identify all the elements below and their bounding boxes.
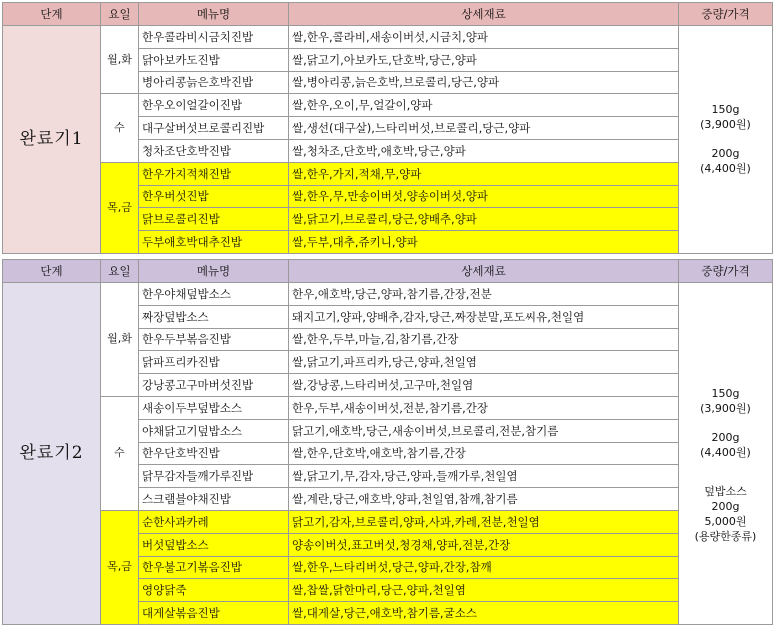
price-amount: (4,400원) [700,162,751,176]
table-row-highlighted [3,510,773,533]
menu-name: 닭브로콜리진밥 [139,208,289,231]
ingredient-detail: 쌀,두부,대추,쥬키니,양파 [289,231,679,254]
day-label: 수 [101,396,139,510]
ingredient-detail: 쌀,닭고기,무,감자,당근,양파,들깨가루,천일염 [289,465,679,488]
menu-name: 짜장덮밥소스 [139,305,289,328]
table-row [3,94,773,117]
table-row [3,283,773,306]
menu-name: 대구살버섯브로콜리진밥 [139,117,289,140]
header-stage: 단계 [3,3,101,26]
header-menu: 메뉴명 [139,260,289,283]
price-amount: (3,900원) [700,118,751,132]
header-detail: 상세재료 [289,3,679,26]
stage-label: 완료기2 [3,283,101,625]
menu-name: 닭무감자들깨가루진밥 [139,465,289,488]
ingredient-detail: 닭고기,애호박,당근,새송이버섯,브로콜리,전분,참기름 [289,419,679,442]
menu-name: 한우야채덮밥소스 [139,283,289,306]
ingredient-detail: 쌀,한우,무,만송이버섯,양송이버섯,양파 [289,185,679,208]
menu-name: 영양닭죽 [139,579,289,602]
price-amount: 5,000원 [704,515,747,529]
price-note: (용량한종류) [694,530,757,544]
header-detail: 상세재료 [289,260,679,283]
price-weight: 150g [711,103,740,117]
menu-name: 한우두부볶음진밥 [139,328,289,351]
ingredient-detail: 돼지고기,양파,양배추,감자,당근,짜장분말,포도씨유,천일염 [289,305,679,328]
day-label: 월,화 [101,283,139,397]
menu-name: 닭파프리카진밥 [139,351,289,374]
menu-name: 새송이두부덮밥소스 [139,396,289,419]
day-label: 목,금 [101,162,139,253]
ingredient-detail: 쌀,대게살,당근,애호박,참기름,굴소스 [289,602,679,625]
menu-name: 한우콜라비시금치진밥 [139,26,289,49]
menu-name: 야채닭고기덮밥소스 [139,419,289,442]
price-amount: (4,400원) [700,446,751,460]
ingredient-detail: 쌀,병아리콩,늙은호박,브로콜리,당근,양파 [289,71,679,94]
price-amount: (3,900원) [700,402,751,416]
day-label: 수 [101,94,139,162]
price-weight: 200g [711,147,740,161]
menu-name: 한우불고기볶음진밥 [139,556,289,579]
ingredient-detail: 쌀,청차조,단호박,애호박,당근,양파 [289,139,679,162]
menu-name: 순한사과카레 [139,510,289,533]
ingredient-detail: 쌀,생선(대구살),느타리버섯,브로콜리,당근,양파 [289,117,679,140]
header-price: 중량/가격 [679,3,773,26]
ingredient-detail: 쌀,한우,느타리버섯,당근,양파,간장,참깨 [289,556,679,579]
header-menu: 메뉴명 [139,3,289,26]
ingredient-detail: 닭고기,감자,브로콜리,양파,사과,카레,전분,천일염 [289,510,679,533]
ingredient-detail: 쌀,한우,오이,무,얼갈이,양파 [289,94,679,117]
table-header [3,260,773,283]
ingredient-detail: 한우,애호박,당근,양파,참기름,간장,전분 [289,283,679,306]
menu-name: 병아리콩늙은호박진밥 [139,71,289,94]
menu-name: 스크램블야채진밥 [139,488,289,511]
sauce-label: 덮밥소스 [704,485,747,499]
ingredient-detail: 쌀,찹쌀,닭한마리,당근,양파,천일염 [289,579,679,602]
ingredient-detail: 쌀,한우,콜라비,새송이버섯,시금치,양파 [289,26,679,49]
menu-name: 한우버섯진밥 [139,185,289,208]
ingredient-detail: 쌀,닭고기,브로콜리,당근,양배추,양파 [289,208,679,231]
header-day: 요일 [101,3,139,26]
menu-name: 한우가지적채진밥 [139,162,289,185]
table-row [3,396,773,419]
menu-name: 버섯덮밥소스 [139,533,289,556]
day-label: 목,금 [101,510,139,624]
menu-name: 대게살볶음진밥 [139,602,289,625]
menu-table-stage-2 [2,259,773,625]
menu-name: 한우오이얼갈이진밥 [139,94,289,117]
menu-name: 청차조단호박진밥 [139,139,289,162]
header-price: 중량/가격 [679,260,773,283]
ingredient-detail: 쌀,강낭콩,느타리버섯,고구마,천일염 [289,374,679,397]
menu-name: 강낭콩고구마버섯진밥 [139,374,289,397]
header-stage: 단계 [3,260,101,283]
ingredient-detail: 쌀,닭고기,아보카도,단호박,당근,양파 [289,48,679,71]
stage-label: 완료기1 [3,26,101,254]
price-weight: 150g [711,387,740,401]
price-cell [679,26,773,254]
ingredient-detail: 한우,두부,새송이버섯,전분,참기름,간장 [289,396,679,419]
price-weight: 200g [711,431,740,445]
ingredient-detail: 쌀,계란,당근,애호박,양파,천일염,참깨,참기름 [289,488,679,511]
ingredient-detail: 쌀,한우,단호박,애호박,참기름,간장 [289,442,679,465]
table-header [3,3,773,26]
day-label: 월,화 [101,26,139,94]
header-day: 요일 [101,260,139,283]
menu-table-stage-1 [2,2,773,254]
price-cell [679,283,773,625]
ingredient-detail: 쌀,한우,가지,적채,무,양파 [289,162,679,185]
ingredient-detail: 쌀,한우,두부,마늘,김,참기름,간장 [289,328,679,351]
menu-name: 한우단호박진밥 [139,442,289,465]
price-weight: 200g [711,500,740,514]
menu-name: 두부애호박대추진밥 [139,231,289,254]
table-row-highlighted [3,162,773,185]
ingredient-detail: 양송이버섯,표고버섯,청경채,양파,전분,간장 [289,533,679,556]
ingredient-detail: 쌀,닭고기,파프리카,당근,양파,천일염 [289,351,679,374]
menu-name: 닭아보카도진밥 [139,48,289,71]
table-row [3,26,773,49]
